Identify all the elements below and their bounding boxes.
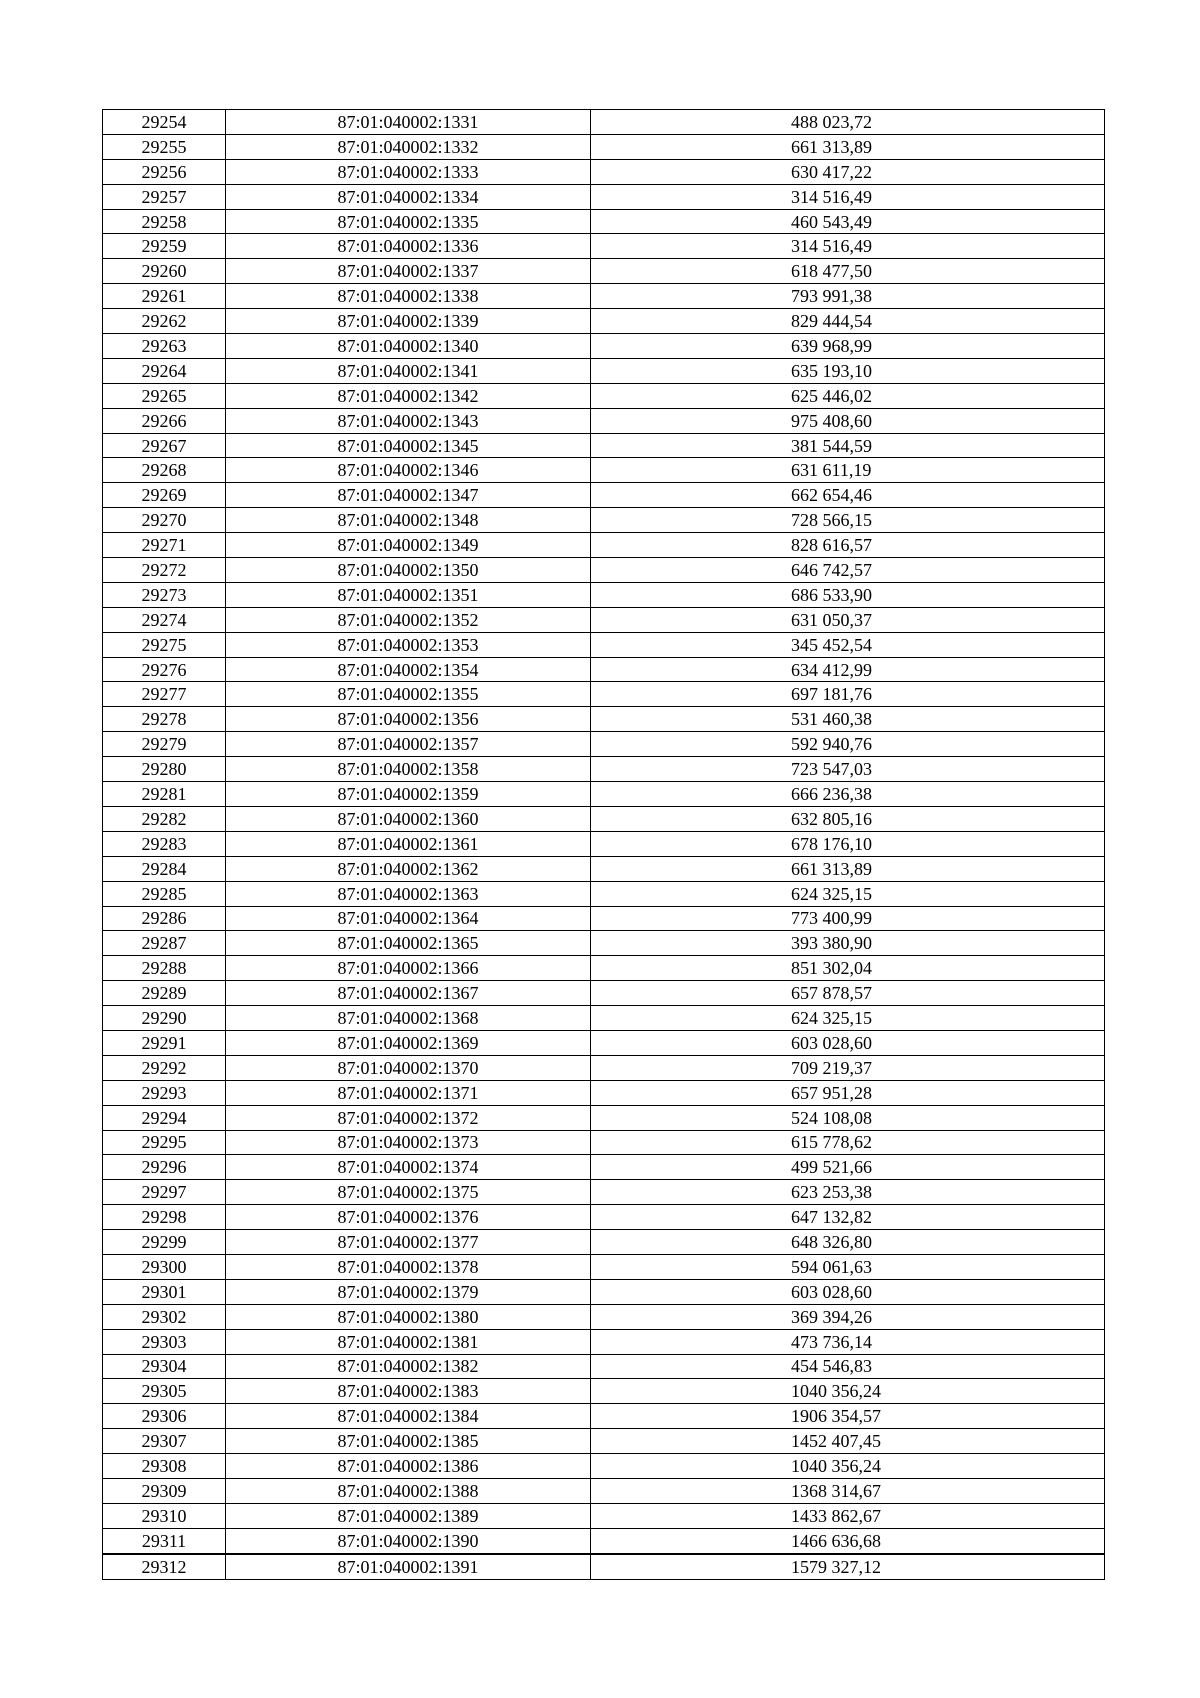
value-cell: 460 543,49 — [591, 209, 1105, 234]
cadastral-number-cell: 87:01:040002:1373 — [226, 1130, 591, 1155]
row-number-cell: 29267 — [103, 433, 226, 458]
table-row — [103, 1130, 1105, 1155]
row-number-cell: 29283 — [103, 831, 226, 856]
value-cell: 314 516,49 — [591, 184, 1105, 209]
value-cell: 524 108,08 — [591, 1105, 1105, 1130]
row-number-cell: 29255 — [103, 134, 226, 159]
value-cell: 728 566,15 — [591, 508, 1105, 533]
value-cell: 851 302,04 — [591, 956, 1105, 981]
table-row — [103, 159, 1105, 184]
cadastral-number-cell: 87:01:040002:1366 — [226, 956, 591, 981]
table-row — [103, 184, 1105, 209]
cadastral-number-cell: 87:01:040002:1342 — [226, 383, 591, 408]
row-number-cell: 29268 — [103, 458, 226, 483]
row-number-cell: 29281 — [103, 782, 226, 807]
cadastral-number-cell: 87:01:040002:1382 — [226, 1354, 591, 1379]
cadastral-number-cell: 87:01:040002:1375 — [226, 1180, 591, 1205]
value-cell: 603 028,60 — [591, 1030, 1105, 1055]
row-number-cell: 29274 — [103, 607, 226, 632]
cadastral-number-cell: 87:01:040002:1390 — [226, 1528, 591, 1553]
row-number-cell: 29278 — [103, 707, 226, 732]
table-row — [103, 1006, 1105, 1031]
table-row — [103, 682, 1105, 707]
cadastral-number-cell: 87:01:040002:1376 — [226, 1205, 591, 1230]
value-cell: 686 533,90 — [591, 582, 1105, 607]
row-number-cell: 29280 — [103, 757, 226, 782]
cadastral-number-cell: 87:01:040002:1331 — [226, 110, 591, 135]
row-number-cell: 29312 — [103, 1554, 226, 1579]
cadastral-number-cell: 87:01:040002:1354 — [226, 657, 591, 682]
cadastral-number-cell: 87:01:040002:1374 — [226, 1155, 591, 1180]
table-row — [103, 1055, 1105, 1080]
row-number-cell: 29294 — [103, 1105, 226, 1130]
table-row — [103, 1230, 1105, 1255]
table-row — [103, 607, 1105, 632]
row-number-cell: 29295 — [103, 1130, 226, 1155]
value-cell: 1040 356,24 — [591, 1379, 1105, 1404]
value-cell: 618 477,50 — [591, 259, 1105, 284]
row-number-cell: 29256 — [103, 159, 226, 184]
table-row — [103, 1354, 1105, 1379]
table-row — [103, 134, 1105, 159]
value-cell: 709 219,37 — [591, 1055, 1105, 1080]
value-cell: 646 742,57 — [591, 558, 1105, 583]
row-number-cell: 29270 — [103, 508, 226, 533]
value-cell: 631 050,37 — [591, 607, 1105, 632]
cadastral-number-cell: 87:01:040002:1370 — [226, 1055, 591, 1080]
cadastral-number-cell: 87:01:040002:1363 — [226, 881, 591, 906]
row-number-cell: 29293 — [103, 1080, 226, 1105]
value-cell: 488 023,72 — [591, 110, 1105, 135]
value-cell: 630 417,22 — [591, 159, 1105, 184]
table-row — [103, 433, 1105, 458]
table-row — [103, 408, 1105, 433]
value-cell: 648 326,80 — [591, 1230, 1105, 1255]
row-number-cell: 29292 — [103, 1055, 226, 1080]
cadastral-number-cell: 87:01:040002:1360 — [226, 806, 591, 831]
cadastral-number-cell: 87:01:040002:1368 — [226, 1006, 591, 1031]
table-row — [103, 110, 1105, 135]
cadastral-number-cell: 87:01:040002:1337 — [226, 259, 591, 284]
value-cell: 1579 327,12 — [591, 1554, 1105, 1579]
row-number-cell: 29308 — [103, 1454, 226, 1479]
table-row — [103, 533, 1105, 558]
value-cell: 624 325,15 — [591, 1006, 1105, 1031]
table-row — [103, 856, 1105, 881]
row-number-cell: 29261 — [103, 284, 226, 309]
cadastral-number-cell: 87:01:040002:1338 — [226, 284, 591, 309]
value-cell: 499 521,66 — [591, 1155, 1105, 1180]
cadastral-number-cell: 87:01:040002:1355 — [226, 682, 591, 707]
row-number-cell: 29289 — [103, 981, 226, 1006]
cadastral-number-cell: 87:01:040002:1356 — [226, 707, 591, 732]
table-row — [103, 1279, 1105, 1304]
cadastral-number-cell: 87:01:040002:1377 — [226, 1230, 591, 1255]
value-cell: 1466 636,68 — [591, 1528, 1105, 1553]
row-number-cell: 29277 — [103, 682, 226, 707]
table-row — [103, 1454, 1105, 1479]
table-row — [103, 906, 1105, 931]
cadastral-number-cell: 87:01:040002:1340 — [226, 334, 591, 359]
table-row — [103, 806, 1105, 831]
table-row — [103, 309, 1105, 334]
table-row — [103, 1254, 1105, 1279]
table-row — [103, 732, 1105, 757]
row-number-cell: 29306 — [103, 1404, 226, 1429]
table-row — [103, 458, 1105, 483]
table-row — [103, 1155, 1105, 1180]
row-number-cell: 29273 — [103, 582, 226, 607]
table-row — [103, 209, 1105, 234]
row-number-cell: 29265 — [103, 383, 226, 408]
row-number-cell: 29299 — [103, 1230, 226, 1255]
row-number-cell: 29309 — [103, 1478, 226, 1503]
cadastral-number-cell: 87:01:040002:1353 — [226, 632, 591, 657]
row-number-cell: 29287 — [103, 931, 226, 956]
value-cell: 657 951,28 — [591, 1080, 1105, 1105]
row-number-cell: 29311 — [103, 1528, 226, 1553]
value-cell: 678 176,10 — [591, 831, 1105, 856]
value-cell: 314 516,49 — [591, 234, 1105, 259]
row-number-cell: 29303 — [103, 1329, 226, 1354]
cadastral-number-cell: 87:01:040002:1348 — [226, 508, 591, 533]
cadastral-number-cell: 87:01:040002:1339 — [226, 309, 591, 334]
registry-table — [102, 109, 1105, 1580]
value-cell: 473 736,14 — [591, 1329, 1105, 1354]
value-cell: 393 380,90 — [591, 931, 1105, 956]
cadastral-number-cell: 87:01:040002:1362 — [226, 856, 591, 881]
row-number-cell: 29262 — [103, 309, 226, 334]
cadastral-number-cell: 87:01:040002:1378 — [226, 1254, 591, 1279]
table-row — [103, 558, 1105, 583]
cadastral-number-cell: 87:01:040002:1349 — [226, 533, 591, 558]
cadastral-number-cell: 87:01:040002:1334 — [226, 184, 591, 209]
registry-table-body — [103, 110, 1105, 1580]
row-number-cell: 29271 — [103, 533, 226, 558]
value-cell: 381 544,59 — [591, 433, 1105, 458]
table-row — [103, 1329, 1105, 1354]
cadastral-number-cell: 87:01:040002:1335 — [226, 209, 591, 234]
cadastral-number-cell: 87:01:040002:1359 — [226, 782, 591, 807]
cadastral-number-cell: 87:01:040002:1391 — [226, 1554, 591, 1579]
row-number-cell: 29286 — [103, 906, 226, 931]
cadastral-number-cell: 87:01:040002:1367 — [226, 981, 591, 1006]
row-number-cell: 29305 — [103, 1379, 226, 1404]
value-cell: 1433 862,67 — [591, 1503, 1105, 1528]
value-cell: 631 611,19 — [591, 458, 1105, 483]
value-cell: 773 400,99 — [591, 906, 1105, 931]
value-cell: 592 940,76 — [591, 732, 1105, 757]
cadastral-number-cell: 87:01:040002:1379 — [226, 1279, 591, 1304]
row-number-cell: 29285 — [103, 881, 226, 906]
row-number-cell: 29264 — [103, 358, 226, 383]
value-cell: 975 408,60 — [591, 408, 1105, 433]
value-cell: 345 452,54 — [591, 632, 1105, 657]
value-cell: 615 778,62 — [591, 1130, 1105, 1155]
cadastral-number-cell: 87:01:040002:1365 — [226, 931, 591, 956]
cadastral-number-cell: 87:01:040002:1389 — [226, 1503, 591, 1528]
value-cell: 639 968,99 — [591, 334, 1105, 359]
row-number-cell: 29304 — [103, 1354, 226, 1379]
table-row — [103, 881, 1105, 906]
row-number-cell: 29291 — [103, 1030, 226, 1055]
row-number-cell: 29298 — [103, 1205, 226, 1230]
row-number-cell: 29257 — [103, 184, 226, 209]
row-number-cell: 29259 — [103, 234, 226, 259]
table-row — [103, 1379, 1105, 1404]
value-cell: 828 616,57 — [591, 533, 1105, 558]
cadastral-number-cell: 87:01:040002:1380 — [226, 1304, 591, 1329]
value-cell: 697 181,76 — [591, 682, 1105, 707]
table-row — [103, 782, 1105, 807]
table-row — [103, 1478, 1105, 1503]
value-cell: 666 236,38 — [591, 782, 1105, 807]
table-row — [103, 1528, 1105, 1553]
table-row — [103, 981, 1105, 1006]
value-cell: 634 412,99 — [591, 657, 1105, 682]
table-row — [103, 483, 1105, 508]
cadastral-number-cell: 87:01:040002:1333 — [226, 159, 591, 184]
table-row — [103, 1429, 1105, 1454]
value-cell: 454 546,83 — [591, 1354, 1105, 1379]
table-row — [103, 259, 1105, 284]
cadastral-number-cell: 87:01:040002:1357 — [226, 732, 591, 757]
cadastral-number-cell: 87:01:040002:1351 — [226, 582, 591, 607]
cadastral-number-cell: 87:01:040002:1345 — [226, 433, 591, 458]
table-row — [103, 582, 1105, 607]
value-cell: 647 132,82 — [591, 1205, 1105, 1230]
cadastral-number-cell: 87:01:040002:1336 — [226, 234, 591, 259]
cadastral-number-cell: 87:01:040002:1364 — [226, 906, 591, 931]
table-row — [103, 657, 1105, 682]
table-row — [103, 757, 1105, 782]
row-number-cell: 29272 — [103, 558, 226, 583]
cadastral-number-cell: 87:01:040002:1381 — [226, 1329, 591, 1354]
cadastral-number-cell: 87:01:040002:1350 — [226, 558, 591, 583]
row-number-cell: 29254 — [103, 110, 226, 135]
row-number-cell: 29296 — [103, 1155, 226, 1180]
table-row — [103, 334, 1105, 359]
table-row — [103, 931, 1105, 956]
table-row — [103, 1404, 1105, 1429]
row-number-cell: 29269 — [103, 483, 226, 508]
row-number-cell: 29279 — [103, 732, 226, 757]
cadastral-number-cell: 87:01:040002:1388 — [226, 1478, 591, 1503]
cadastral-number-cell: 87:01:040002:1386 — [226, 1454, 591, 1479]
table-row — [103, 284, 1105, 309]
row-number-cell: 29300 — [103, 1254, 226, 1279]
value-cell: 1906 354,57 — [591, 1404, 1105, 1429]
cadastral-number-cell: 87:01:040002:1384 — [226, 1404, 591, 1429]
value-cell: 1040 356,24 — [591, 1454, 1105, 1479]
cadastral-number-cell: 87:01:040002:1361 — [226, 831, 591, 856]
table-row — [103, 1554, 1105, 1579]
value-cell: 661 313,89 — [591, 856, 1105, 881]
cadastral-number-cell: 87:01:040002:1346 — [226, 458, 591, 483]
value-cell: 632 805,16 — [591, 806, 1105, 831]
cadastral-number-cell: 87:01:040002:1372 — [226, 1105, 591, 1130]
cadastral-number-cell: 87:01:040002:1341 — [226, 358, 591, 383]
table-row — [103, 1105, 1105, 1130]
table-row — [103, 508, 1105, 533]
cadastral-number-cell: 87:01:040002:1352 — [226, 607, 591, 632]
table-row — [103, 1205, 1105, 1230]
value-cell: 623 253,38 — [591, 1180, 1105, 1205]
row-number-cell: 29284 — [103, 856, 226, 881]
table-row — [103, 1503, 1105, 1528]
value-cell: 603 028,60 — [591, 1279, 1105, 1304]
value-cell: 531 460,38 — [591, 707, 1105, 732]
cadastral-number-cell: 87:01:040002:1347 — [226, 483, 591, 508]
row-number-cell: 29258 — [103, 209, 226, 234]
value-cell: 1368 314,67 — [591, 1478, 1105, 1503]
table-row — [103, 831, 1105, 856]
table-row — [103, 956, 1105, 981]
row-number-cell: 29275 — [103, 632, 226, 657]
value-cell: 657 878,57 — [591, 981, 1105, 1006]
row-number-cell: 29266 — [103, 408, 226, 433]
value-cell: 369 394,26 — [591, 1304, 1105, 1329]
row-number-cell: 29290 — [103, 1006, 226, 1031]
row-number-cell: 29310 — [103, 1503, 226, 1528]
table-row — [103, 358, 1105, 383]
value-cell: 625 446,02 — [591, 383, 1105, 408]
table-row — [103, 383, 1105, 408]
value-cell: 624 325,15 — [591, 881, 1105, 906]
row-number-cell: 29307 — [103, 1429, 226, 1454]
row-number-cell: 29302 — [103, 1304, 226, 1329]
cadastral-number-cell: 87:01:040002:1343 — [226, 408, 591, 433]
cadastral-number-cell: 87:01:040002:1371 — [226, 1080, 591, 1105]
table-row — [103, 234, 1105, 259]
value-cell: 793 991,38 — [591, 284, 1105, 309]
row-number-cell: 29260 — [103, 259, 226, 284]
value-cell: 594 061,63 — [591, 1254, 1105, 1279]
value-cell: 829 444,54 — [591, 309, 1105, 334]
value-cell: 1452 407,45 — [591, 1429, 1105, 1454]
value-cell: 635 193,10 — [591, 358, 1105, 383]
table-row — [103, 1030, 1105, 1055]
cadastral-number-cell: 87:01:040002:1383 — [226, 1379, 591, 1404]
table-row — [103, 632, 1105, 657]
table-row — [103, 1304, 1105, 1329]
value-cell: 723 547,03 — [591, 757, 1105, 782]
value-cell: 662 654,46 — [591, 483, 1105, 508]
table-row — [103, 1080, 1105, 1105]
cadastral-number-cell: 87:01:040002:1385 — [226, 1429, 591, 1454]
table-row — [103, 1180, 1105, 1205]
row-number-cell: 29282 — [103, 806, 226, 831]
row-number-cell: 29276 — [103, 657, 226, 682]
cadastral-number-cell: 87:01:040002:1358 — [226, 757, 591, 782]
cadastral-number-cell: 87:01:040002:1369 — [226, 1030, 591, 1055]
row-number-cell: 29263 — [103, 334, 226, 359]
value-cell: 661 313,89 — [591, 134, 1105, 159]
cadastral-number-cell: 87:01:040002:1332 — [226, 134, 591, 159]
row-number-cell: 29301 — [103, 1279, 226, 1304]
table-row — [103, 707, 1105, 732]
row-number-cell: 29297 — [103, 1180, 226, 1205]
row-number-cell: 29288 — [103, 956, 226, 981]
